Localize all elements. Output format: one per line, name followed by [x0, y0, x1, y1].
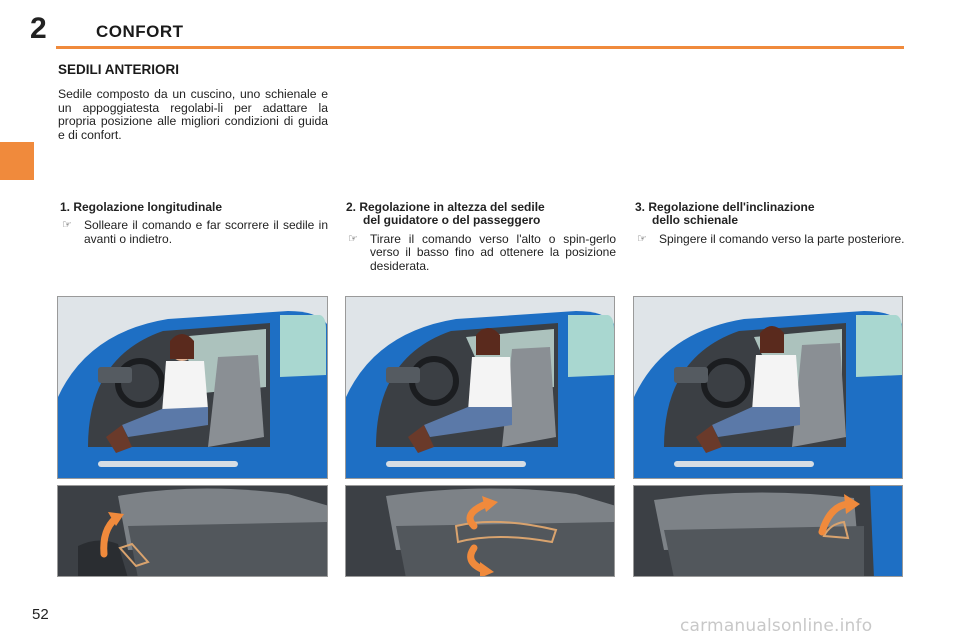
- section-title: SEDILI ANTERIORI: [58, 62, 180, 77]
- step-title-line: 3. Regolazione dell'inclinazione: [635, 200, 815, 214]
- step-instruction: [635, 233, 905, 246]
- step-title-line: del guidatore o del passeggero: [363, 213, 541, 228]
- step-title: [346, 201, 616, 228]
- step-title: [60, 201, 328, 214]
- step-height-adjustment: [346, 201, 616, 273]
- step-title-line: 1. Regolazione longitudinale: [60, 200, 223, 214]
- pointing-hand-icon: ☞: [637, 232, 647, 245]
- step-instruction-text: Solleare il comando e far scorrere il sedile in avanti o indietro.: [84, 218, 328, 246]
- chapter-number: 2: [30, 12, 47, 45]
- step-longitudinal-adjustment: [60, 201, 328, 246]
- step-instruction-text: Spingere il comando verso la parte posteriore.: [659, 231, 905, 246]
- step-instruction: [60, 219, 328, 246]
- header-rule: [56, 46, 904, 49]
- longitudinal-lever-detail: [57, 485, 328, 577]
- step-title-line: 2. Regolazione in altezza del sedile: [346, 200, 545, 214]
- height-lever-detail: [345, 485, 615, 577]
- chapter-side-tab: [0, 142, 34, 180]
- step-instruction: [346, 233, 616, 273]
- step-title: [635, 201, 905, 228]
- driver-seat-photo-1: [57, 296, 328, 479]
- intro-paragraph: Sedile composto da un cuscino, uno schienale e un appoggiatesta regolabi-li per adattare la propria posizione alle migliori condizioni di guida e di confort.: [58, 87, 328, 142]
- driver-seat-photo-2: [345, 296, 615, 479]
- step-instruction-text: Tirare il comando verso l'alto o spin-gerlo verso il basso fino ad ottenere la posizione desiderata.: [370, 231, 616, 273]
- step-title-line: dello schienale: [652, 213, 739, 228]
- page-number: 52: [32, 606, 49, 623]
- pointing-hand-icon: ☞: [348, 232, 358, 245]
- step-backrest-recline: [635, 201, 905, 246]
- recline-lever-detail: [633, 485, 903, 577]
- pointing-hand-icon: ☞: [62, 219, 72, 232]
- watermark: carmanualsonline.info: [680, 616, 873, 636]
- driver-seat-photo-3: [633, 296, 903, 479]
- chapter-title: CONFORT: [96, 22, 184, 41]
